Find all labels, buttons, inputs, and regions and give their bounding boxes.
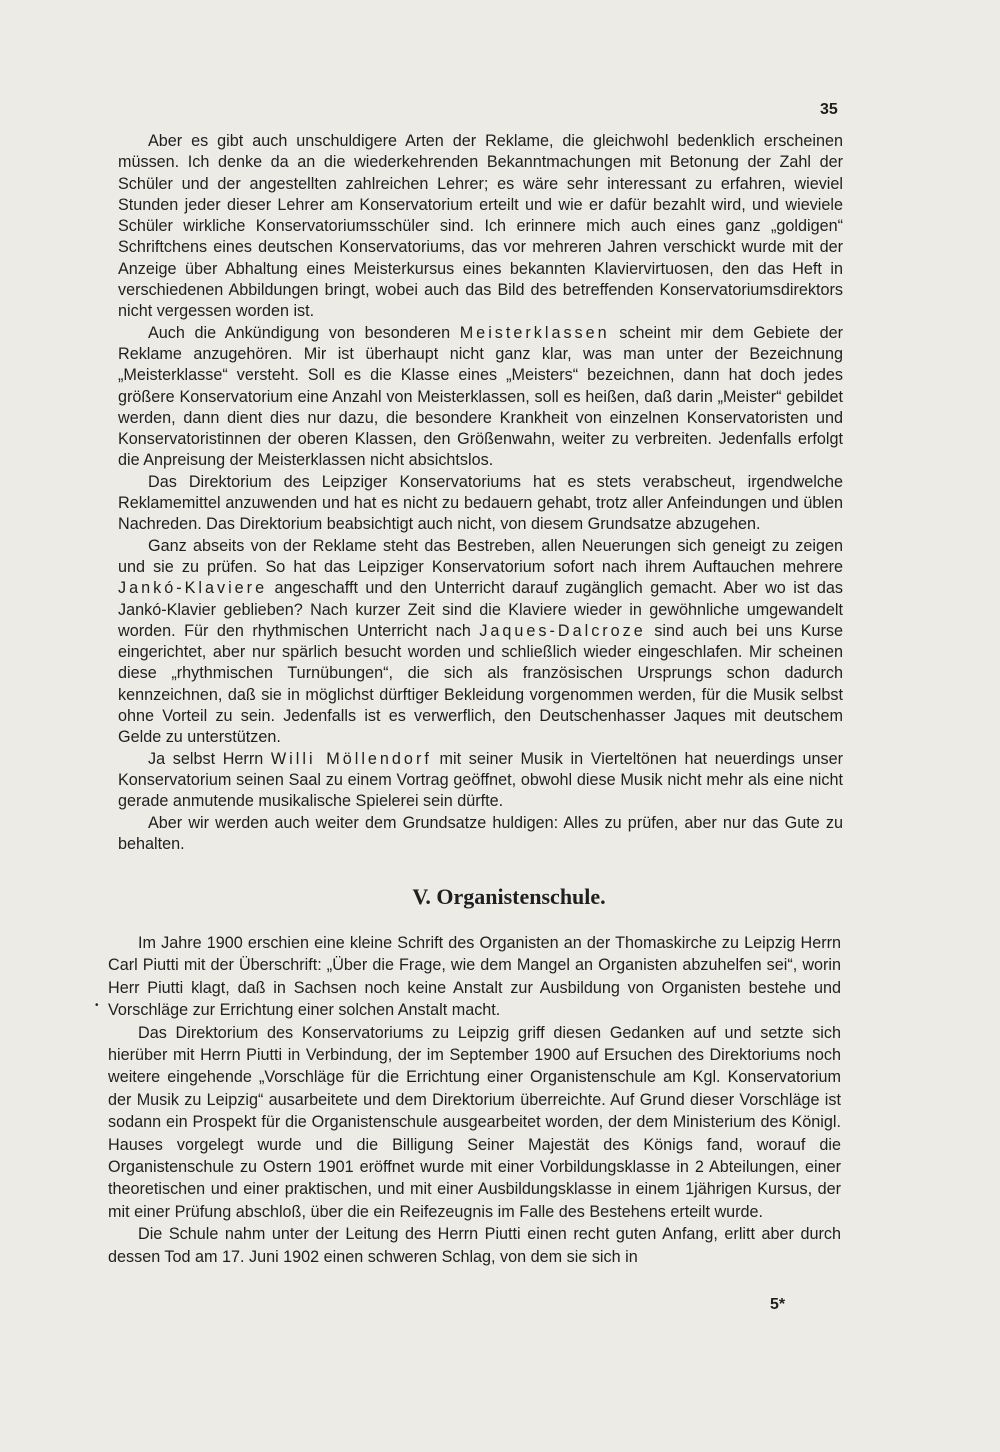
text-run: Ja selbst Herrn	[148, 749, 271, 768]
paragraph: Aber es gibt auch unschuldigere Arten der Reklame, die gleichwohl bedenklich erscheinen müssen. Ich denke da an die wiederkehrenden Bekanntmachungen mit Betonung der Zahl der Schüler und der angestellten zahlreichen Lehrer; es wäre sehr interessant zu erfahren, wieviel Stunden jeder dieser Lehrer am Konservatorium erteilt und wie er dafür bezahlt wird, und wieviele Schüler wirkliche Konservatoriumsschüler sind. Ich erinnere mich auch eines ganz „goldigen“ Schriftchens eines deutschen Konservatoriums, das vor mehreren Jahren verschickt wurde mit der Anzeige über Abhaltung eines Meisterkursus eines bekannten Klaviervirtuosen, den das Heft in verschiedenen Abbildungen bringt, wobei auch das Bild des betreffenden Konservatoriumsdirektors nicht vergessen worden ist.	[118, 132, 843, 321]
section-heading: V. Organistenschule.	[412, 884, 606, 909]
text-run: Auch die Ankündigung von besonderen	[148, 323, 460, 342]
paragraph: Die Schule nahm unter der Leitung des Herrn Piutti einen recht guten Anfang, erlitt aber durch dessen Tod am 17. Juni 1902 einen schweren Schlag, von dem sie sich in	[108, 1225, 841, 1266]
emphasis-spaced: Jankó-Klaviere	[118, 579, 268, 598]
text-run: Ganz abseits von der Reklame steht das Bestreben, allen Neuerungen sich geneigt zu zeigen und sie zu prüfen. So hat das Leipziger Konservatorium sofort nach ihrem Auftauchen mehrere	[118, 536, 843, 576]
text-run: scheint mir dem Gebiete der Reklame anzugehören. Mir ist überhaupt nicht ganz klar, was man unter der Bezeichnung „Meisterklasse“ versteht. Soll es die Klasse eines „Meisters“ bezeichnen, dann hat doch jedes größere Konservatorium eine Anzahl von Meisterklassen, soll es heißen, daß darin „Meister“ gebildet werden, dann dient dies nur dazu, die besondere Krankheit von einzelnen Konservatoristen und Konservatoristinnen der oberen Klassen, den Größenwahn, weiter zu verbreiten. Jedenfalls erfolgt die Anpreisung der Meisterklassen nicht absichtslos.	[118, 323, 843, 470]
emphasis-spaced: Willi Möllendorf	[270, 749, 432, 768]
text-run: angeschafft und den Unterricht darauf zugänglich gemacht. Aber wo ist das Jankó-Klavier geblieben? Nach kurzer Zeit sind die Klaviere wieder in gewöhnliche umgewandelt worden. Für den rhythmischen Unterricht nach	[118, 579, 843, 640]
paragraph	[118, 749, 843, 813]
paragraph: Das Direktorium des Konservatoriums zu Leipzig griff diesen Gedanken auf und setzte sich hierüber mit Herrn Piutti in Verbindung, der im September 1900 auf Ersuchen des Direktoriums noch weitere eingehende „Vorschläge für die Errichtung einer Organistenschule am Kgl. Konservatorium der Musik zu Leipzig“ ausarbeitete und dem Direktorium überreichte. Auf Grund dieser Vorschläge ist sodann ein Prospekt für die Organistenschule ausgearbeitet worden, der dem Ministerium des Königl. Hauses vorgelegt wurde und die Billigung Seiner Majestät des Königs fand, worauf die Organistenschule zu Ostern 1901 eröffnet wurde mit einer Vorbildungsklasse in 2 Abteilungen, einer theoretischen und einer praktischen, und mit einer Ausbildungsklasse in einem 1jährigen Kursus, der mit einer Prüfung abschloß, über die ein Reifezeugnis im Falle des Bestehens erteilt wurde.	[108, 1023, 841, 1221]
emphasis-spaced: Meisterklassen	[459, 323, 610, 342]
text-run: mit seiner Musik in Vierteltönen hat neuerdings unser Konservatorium seinen Saal zu einem Vortrag geöffnet, obwohl diese Musik nicht mehr als eine nicht gerade anmutende musikalische Spielerei sein dürfte.	[118, 749, 843, 811]
margin-mark: •	[95, 1000, 99, 1011]
section-organistenschule	[108, 932, 841, 1268]
signature-mark: 5*	[770, 1296, 786, 1313]
paragraph: Aber wir werden auch weiter dem Grundsatze huldigen: Alles zu prüfen, aber nur das Gute zu behalten.	[118, 813, 843, 853]
paragraph: Das Direktorium des Leipziger Konservatoriums hat es stets verabscheut, irgendwelche Reklamemittel anzuwenden und hat es nicht zu bedauern gehabt, trotz aller Anfeindungen und üblen Nachreden. Das Direktorium beabsichtigt auch nicht, von diesem Grundsatze abzugehen.	[118, 472, 843, 534]
page-number: 35	[820, 101, 838, 118]
paragraph	[118, 323, 843, 472]
emphasis-spaced: Jaques-Dalcroze	[479, 621, 646, 640]
text-run: sind auch bei uns Kurse eingerichtet, aber nur spärlich besucht worden und schließlich wieder eingeschlafen. Mir scheinen diese „rhythmischen Turnübungen“, die sich als französischen Ursprungs schon dadurch kennzeichnen, daß sie in möglichst dürftiger Bekleidung vorgenommen werden, für die Musik selbst ohne Vorteil zu sein. Jedenfalls ist es verwerflich, den Deutschenhasser Jaques mit deutschem Gelde zu unterstützen.	[118, 621, 843, 747]
section-reklame	[118, 131, 843, 855]
paragraph	[118, 536, 843, 749]
paragraph: Im Jahre 1900 erschien eine kleine Schrift des Organisten an der Thomaskirche zu Leipzig Herrn Carl Piutti mit der Überschrift: „Über die Frage, wie dem Mangel an Organisten abzuhelfen sei“, worin Herr Piutti klagt, daß in Sachsen noch keine Anstalt zur Ausbildung von Organisten bestehe und Vorschläge zur Errichtung einer solchen Anstalt macht.	[108, 934, 841, 1020]
